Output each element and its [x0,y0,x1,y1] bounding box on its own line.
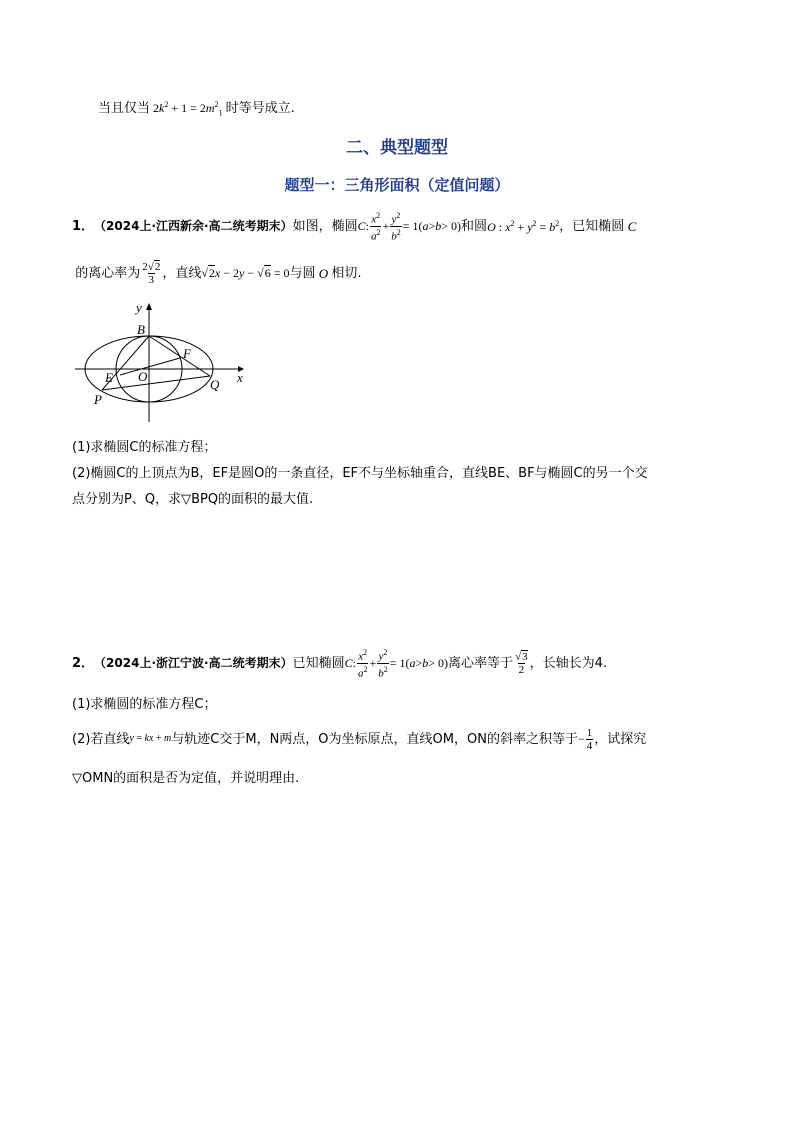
label-q: Q [210,377,220,392]
q2-part2-a1: (2)若直线 [72,731,130,747]
q2-text-c: ，长轴长为4. [529,655,608,671]
ellipse-equation: C : $\frac{x^2}{a^2}$ + $\frac{y^2}{b^2}$ = 1( a > b > 0) [357,210,462,243]
label-o: O [138,369,148,384]
q1-text-e: ，直线 [162,265,202,281]
q2-line1 [72,648,607,678]
label-b: B [137,322,145,337]
q1-line1 [72,210,637,243]
label-x: x [237,370,243,385]
q2-part2-a2: 与轨迹C交于M，N两点，O为坐标原点，直线OM，ON的斜率之积等于 [171,731,578,747]
q2-part2-line1 [72,724,646,754]
equality-condition: $2k^2 + 1 = 2m^2_1$ [150,100,223,118]
q2-part2-a3: ，试探究 [594,731,647,747]
q1-text-b: 和圆 [461,218,488,234]
label-e: E [105,370,113,385]
q2-eccentricity: $\frac{√3}{2}$ [515,650,528,676]
q2-ellipse-equation: C : $\frac{x^2}{a^2}$ + $\frac{y^2}{b^2}$ = 1( a > b > 0) [344,647,449,680]
q1-number: 1． [72,218,95,234]
top-line-suffix: 时等号成立. [225,101,295,116]
q2-number: 2． [72,655,95,671]
circle-equation: O : $x^2 + y^2 = b^2$ [487,218,560,234]
tangent-line-equation: √2x − 2y − √6 = 0 [201,266,290,280]
q2-text-b: 离心率等于 [448,655,514,671]
q2-text-a: 已知椭圆 [292,655,345,671]
eccentricity-value: $\frac{2√2}{3}$ [142,260,161,286]
q1-source: （2024上·江西新余·高二统考期末） [94,219,293,233]
ellipse-circle-figure [70,300,250,430]
line-equation: y = kx + m [129,733,172,744]
q1-text-f: 与圆 [289,265,316,281]
q1-part2-b: 点分别为P、Q，求▽BPQ的面积的最大值. [72,492,314,507]
q1-part1: (1)求椭圆C的标准方程； [72,440,217,455]
q1-line2: 的离心率为 $\frac{2√2}{3}$ ，直线 √2x − 2y − √6 = 0 与圆 O 相切. [72,256,362,290]
q1-text-g: 相切. [331,265,362,281]
subsection-title: 题型一：三角形面积（定值问题） [284,176,510,194]
q1-part2-a: (2)椭圆C的上顶点为B，EF是圆O的一条直径，EF不与坐标轴重合，直线BE、BF与椭圆C的另一个交 [72,466,648,481]
q1-text-d: 的离心率为 [75,265,141,281]
q2-part1: (1)求椭圆的标准方程C； [72,697,217,712]
section-title: 二、典型题型 [346,138,448,158]
var-c: C [624,218,637,234]
label-p: P [94,392,102,407]
q2-part2-b: ▽OMN的面积是否为定值，并说明理由. [72,771,300,786]
q1-text-c: ，已知椭圆 [559,218,625,234]
q2-source: （2024上·浙江宁波·高二统考期末） [94,656,293,670]
q1-text-a: 如图，椭圆 [292,218,358,234]
label-f: F [183,346,191,361]
top-line-prefix: 当且仅当 [98,101,151,116]
slope-product: − $\frac{1}{4}$ [577,726,593,752]
label-y: y [136,300,142,315]
top-line [98,101,295,117]
